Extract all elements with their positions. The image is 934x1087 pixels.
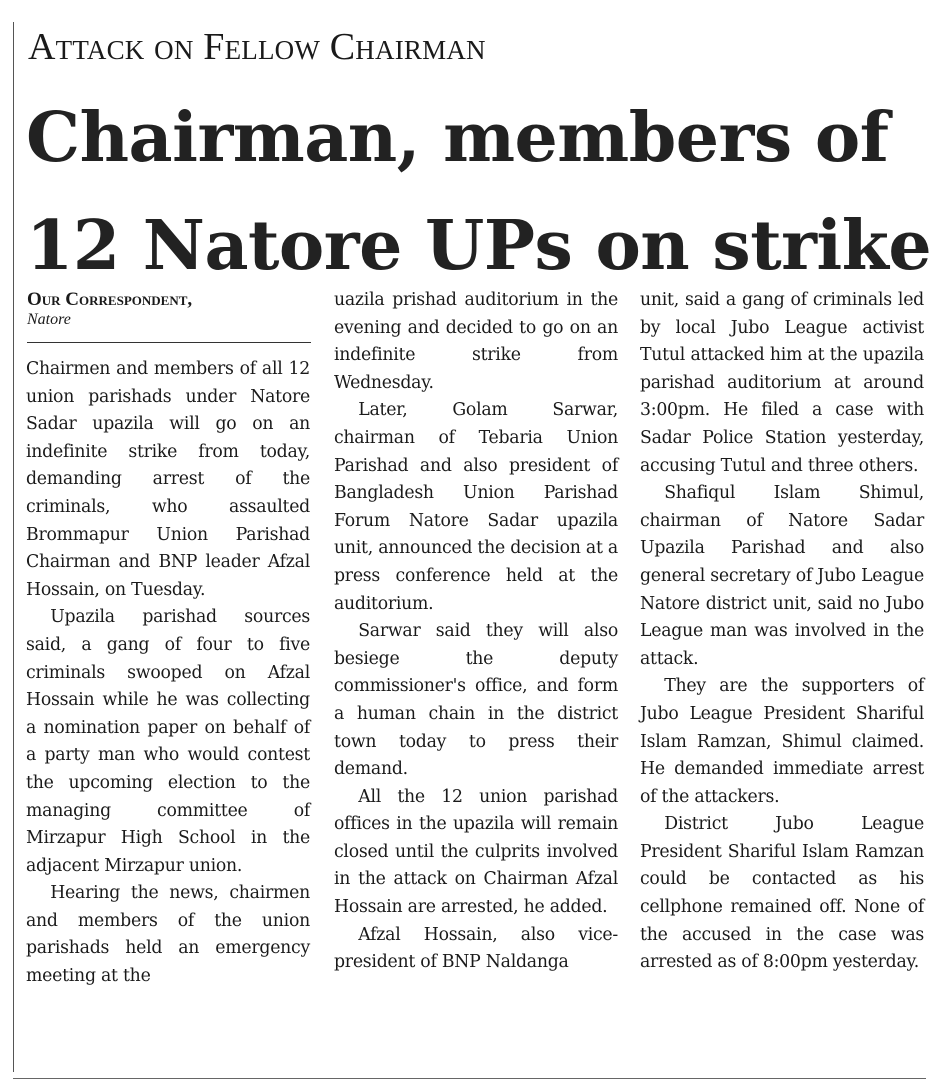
paragraph-9: They are the supporters of Jubo League President Shariful Islam Ramzan, Shimul claimed. He demanded immediate arrest of the attackers.: [640, 676, 924, 807]
byline-rule: [27, 342, 311, 343]
paragraph-6: All the 12 union parishad offices in the upazila will remain closed until the culprits involved in the attack on Chairman Afzal Hossain are arrested, he added.: [334, 786, 618, 918]
paragraph-8: Shafiqul Islam Shimul, chairman of Natore Sadar Upazila Parishad and also general secretary of Jubo League Natore district unit, said no Jubo League man was involved in the attack.: [640, 483, 924, 669]
article-column-1: [26, 356, 310, 991]
headline-line-1: Chairman, members of: [26, 98, 889, 178]
paragraph-2: Upazila parishad sources said, a gang of four to five criminals swooped on Afzal Hossain while he was collecting a nomination paper on behalf of a party man who would contest the upcoming election to the managing committee of Mirzapur High School in the adjacent Mirzapur union.: [26, 607, 310, 876]
paragraph-7-start: Afzal Hossain, also vice-president of BNP Naldanga: [334, 924, 618, 973]
headline-line-2: 12 Natore UPs on strike: [26, 206, 932, 286]
paragraph-3-end: uazila prishad auditorium in the evening and decided to go on an indefinite strike from Wednesday.: [334, 290, 618, 393]
headline: [26, 84, 931, 300]
paragraph-4: Later, Golam Sarwar, chairman of Tebaria Union Parishad and also president of Bangladesh Union Parishad Forum Natore Sadar upazila unit, announced the decision at a press conference held at the auditorium.: [334, 400, 618, 614]
paragraph-7-end: unit, said a gang of criminals led by local Jubo League activist Tutul attacked him at the upazila parishad auditorium at around 3:00pm. He filed a case with Sadar Police Station yesterday, accusing Tutul and three others.: [640, 290, 924, 476]
kicker: Attack on Fellow Chairman: [28, 26, 486, 68]
article-column-3: [640, 287, 924, 977]
left-column-rule: [13, 22, 14, 1072]
paragraph-10: District Jubo League President Shariful Islam Ramzan could be contacted as his cellphone remained off. None of the accused in the case was arrested as of 8:00pm yesterday.: [640, 814, 924, 973]
paragraph-5: Sarwar said they will also besiege the deputy commissioner's office, and form a human chain in the district town today to press their demand.: [334, 621, 618, 780]
byline-place: Natore: [27, 311, 71, 328]
bottom-rule: [13, 1078, 926, 1079]
paragraph-1: Chairmen and members of all 12 union parishads under Natore Sadar upazila will go on an indefinite strike from today, demanding arrest of the criminals, who assaulted Brommapur Union Parishad Chairman and BNP leader Afzal Hossain, on Tuesday.: [26, 359, 310, 600]
byline-name: Our Correspondent,: [27, 289, 193, 310]
article-column-2: [334, 287, 618, 977]
byline: [27, 290, 312, 330]
paragraph-3-start: Hearing the news, chairmen and members of the union parishads held an emergency meeting at the: [26, 883, 310, 987]
